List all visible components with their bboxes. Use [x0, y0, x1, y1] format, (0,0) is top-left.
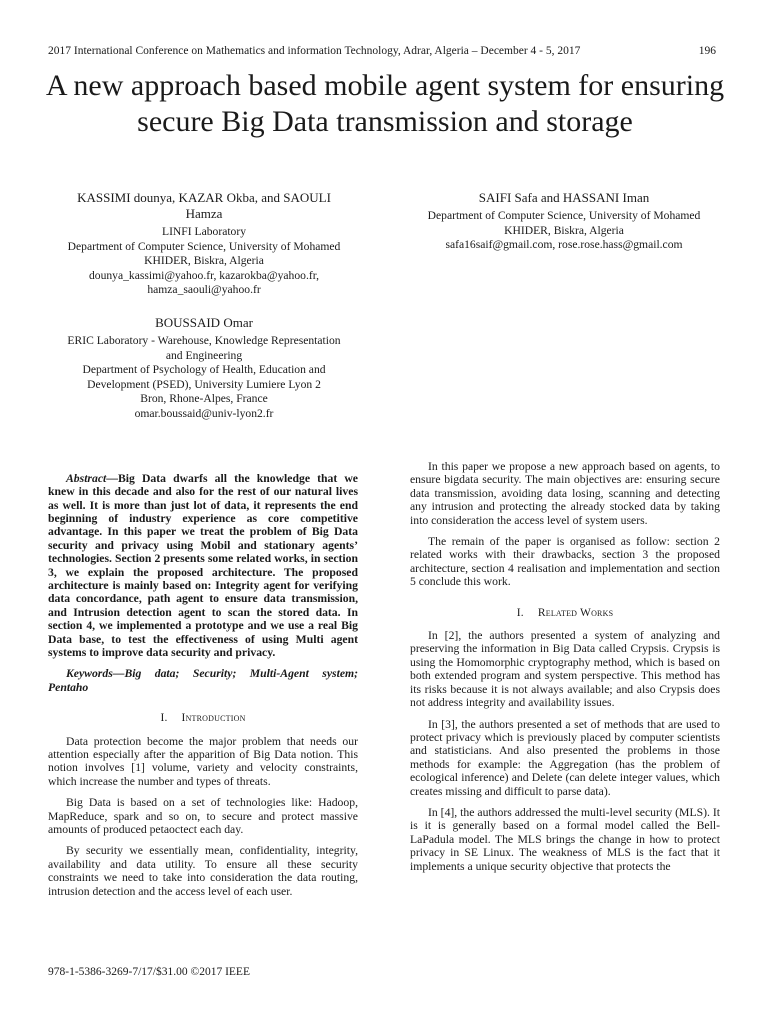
right-column — [410, 460, 720, 881]
abstract-text: —Big Data dwarfs all the knowledge that we knew in this decade and also for the rest of our natural lives as well. It is more than just lot of data, it represents the end beginning of industry experience as core competitive advantage. In this paper we treat the problem of Big Data security and privacy using Mobil and stationary agents’ technologies. Section 2 presents some related works, in section 3, we explain the proposed architecture. The proposed architecture is mainly based on: Integrity agent for verifying data concordance, path agent to ensure data transmission, and Intrusion detection agent to scan the stored data. In section 4, we implemented a prototype and we use a real Big Data base, to test the effectiveness of using Multi agent systems to improve data security and privacy. — [48, 471, 358, 659]
page-number: 196 — [698, 45, 716, 57]
affiliation-line: ERIC Laboratory - Warehouse, Knowledge Representation — [67, 334, 341, 347]
author-names: SAIFI Safa and HASSANI Iman — [478, 190, 650, 205]
affiliation-line: Department of Computer Science, University of Mohamed — [67, 239, 341, 253]
affiliation-line: Development (PSED), University Lumiere Lyon 2 — [87, 377, 321, 391]
author-email: dounya_kassimi@yahoo.fr, kazarokba@yahoo.fr, — [88, 268, 319, 282]
paragraph: Big Data is based on a set of technologies like: Hadoop, MapReduce, spark and so on, to secure and protect massive amounts of produced petaoctect each day. — [48, 796, 358, 837]
author-block-1 — [48, 190, 360, 298]
section-heading-related-works — [410, 607, 720, 620]
section-title: Introduction — [181, 712, 246, 725]
section-number: I. — [516, 606, 524, 619]
affiliation-line: KHIDER, Biskra, Algeria — [504, 223, 624, 237]
affiliation-line: LINFI Laboratory — [161, 225, 247, 238]
author-email: safa16saif@gmail.com, rose.rose.hass@gmail.com — [445, 238, 683, 251]
paragraph: Data protection become the major problem that needs our attention especially after the apparition of Big Data notion. This notion involves [1] volume, variety and velocity constraints, which increase the number and types of threats. — [48, 734, 358, 788]
paper-title: A new approach based mobile agent system for ensuring secure Big Data transmission and storage — [45, 69, 725, 138]
paragraph: The remain of the paper is organised as follow: section 2 related works with their drawbacks, section 3 the proposed architecture, section 4 realisation and implementation and section 5 conclude this work. — [410, 535, 720, 589]
abstract-label: Abstract — [66, 471, 107, 485]
section-title: Related Works — [537, 606, 614, 619]
affiliation-line: KHIDER, Biskra, Algeria — [144, 254, 264, 267]
left-column — [48, 460, 358, 906]
author-names: KASSIMI dounya, KAZAR Okba, and SAOULI Hamza — [77, 190, 331, 221]
keywords: Keywords—Big data; Security; Multi-Agent system; Pentaho — [48, 667, 358, 694]
abstract — [48, 472, 358, 660]
paragraph: By security we essentially mean, confidentiality, integrity, availability and data utility. To ensure all these security constraints we need to take into consideration the data routing, intrusion detection and the access level of each user. — [48, 844, 358, 898]
paragraph: In [2], the authors presented a system of analyzing and preserving the information in Big Data called Crypsis. Crypsis is using the Homomorphic cryptography method, which is based on both extended program and system perspective. This method has its risks because it is not always available; and also Crypsis does not address integrity and availability issues. — [410, 629, 720, 710]
section-number: I. — [160, 712, 168, 725]
paragraph: In [3], the authors presented a set of methods that are used to protect privacy which is previously placed by computer scientists and statisticians. And also presented the problems in those methods for example: the Aggregation (has the problem of ecological inference) and Delete (can delete integer values, which creates missing and difficult to parse data). — [410, 717, 720, 798]
author-email: hamza_saouli@yahoo.fr — [147, 283, 261, 296]
author-block-3 — [48, 315, 360, 421]
affiliation-line: Bron, Rhone-Alpes, France — [140, 392, 268, 405]
affiliation-line: Department of Psychology of Health, Education and — [82, 363, 326, 376]
paragraph: In [4], the authors addressed the multi-level security (MLS). It is it is generally based on a formal model called the Bell-LaPadula model. The MLS brings the change in how to protect privacy in SE Linux. The weakness of MLS is the fact that it implements a unique security objective that protects the — [410, 805, 720, 873]
copyright-footer: 978-1-5386-3269-7/17/$31.00 ©2017 IEEE — [48, 966, 250, 978]
affiliation-line: Department of Computer Science, University of Mohamed — [427, 209, 701, 222]
conference-name: 2017 International Conference on Mathematics and information Technology, Adrar, Algeria – December 4 - 5, 2017 — [48, 45, 581, 57]
author-names: BOUSSAID Omar — [155, 315, 253, 330]
author-block-2 — [408, 190, 720, 253]
section-heading-introduction — [48, 712, 358, 725]
affiliation-line: and Engineering — [165, 348, 243, 362]
author-email: omar.boussaid@univ-lyon2.fr — [134, 406, 274, 420]
paragraph: In this paper we propose a new approach based on agents, to ensure bigdata security. The main objectives are: ensuring secure data transmission, avoiding data losing, scanning and detecting any intrusion and protecting the already stocked data by taking into consideration the access level of system users. — [410, 460, 720, 527]
